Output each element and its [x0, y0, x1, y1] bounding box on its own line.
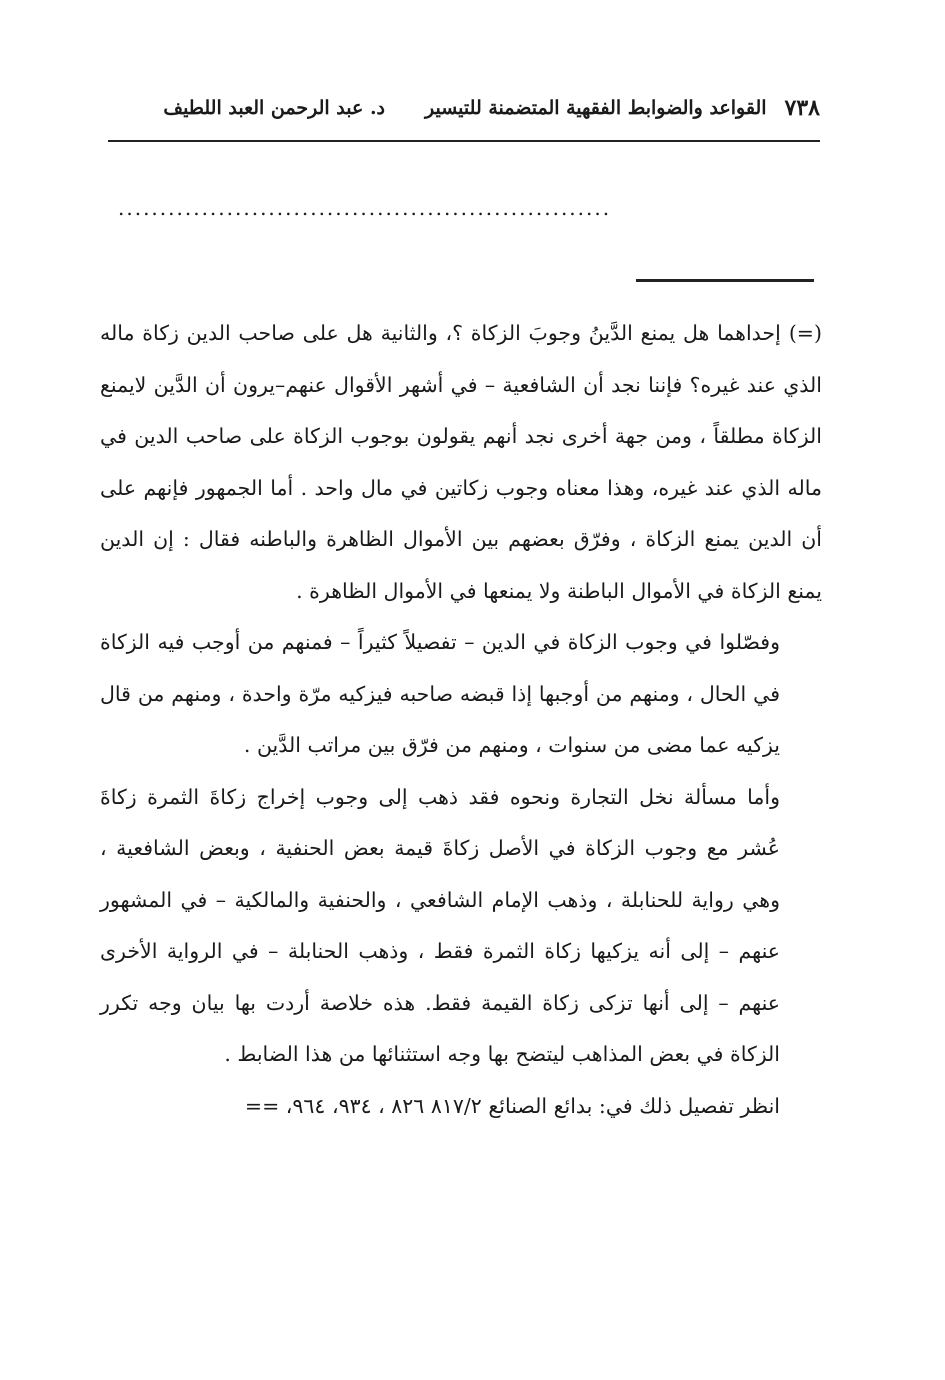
footnote-paragraph-text: إحداهما هل يمنع الدَّينُ وجوبَ الزكاة ؟، والثانية هل على صاحب الدين زكاة ماله الذي عند غيره؟ فإننا نجد أن الشافعية – في أشهر الأقوال عنهم–يرون أن الدَّين لايمنع الزكاة مطلقاً ، ومن جهة أخرى نجد أنهم يقولون بوجوب الزكاة على صاحب الدين في ماله الذي عند غيره، وهذا معناه وجوب زكاتين في مال واحد . أما الجمهور فإنهم على أن الدين يمنع الزكاة ، وفرّق بعضهم بين الأموال الظاهرة والباطنه فقال : إن الدين يمنع الزكاة في الأموال الباطنة ولا يمنعها في الأموال الظاهرة .: [100, 321, 822, 603]
header-rule: [108, 140, 820, 142]
footnote-separator: [636, 279, 814, 282]
continuation-dots: ...........................................................: [118, 196, 612, 220]
page-number: ٧٣٨: [784, 95, 820, 121]
book-title: القواعد والضوابط الفقهية المتضمنة للتيسير: [425, 97, 767, 119]
footnote-paragraph: وفصّلوا في وجوب الزكاة في الدين – تفصيلاً كثيراً – فمنهم من أوجب فيه الزكاة في الحال ، ومنهم من أوجبها إذا قبضه صاحبه فيزكيه مرّة واحدة ، ومنهم من قال يزكيه عما مضى من سنوات ، ومنهم من فرّق بين مراتب الدَّين .: [100, 630, 780, 757]
running-header: [100, 88, 820, 128]
footnote-reference: انظر تفصيل ذلك في: بدائع الصنائع ٨١٧/٢ ٨٢٦ ، ٩٣٤، ٩٦٤، ==: [244, 1093, 780, 1118]
footnote-paragraph: [100, 308, 822, 617]
footnote-continuation-marker: (=): [788, 321, 822, 345]
author-name: د. عبد الرحمن العبد اللطيف: [163, 97, 386, 119]
footnote-paragraph: وأما مسألة نخل التجارة ونحوه فقد ذهب إلى وجوب إخراج زكاةَ الثمرة زكاةَ عُشر مع وجوب الزكاة في الأصل زكاةَ قيمة بعض الحنفية ، وبعض الشافعية ، وهي رواية للحنابلة ، وذهب الإمام الشافعي ، والحنفية والمالكية – في المشهور عنهم – إلى أنه يزكيها زكاة الثمرة فقط ، وذهب الحنابلة – في الرواية الأخرى عنهم – إلى أنها تزكى زكاة القيمة فقط. هذه خلاصة أردت بها بيان وجه تكرر الزكاة في بعض المذاهب ليتضح بها وجه استثنائها من هذا الضابط .: [100, 784, 780, 1066]
footnote: [100, 308, 822, 1132]
